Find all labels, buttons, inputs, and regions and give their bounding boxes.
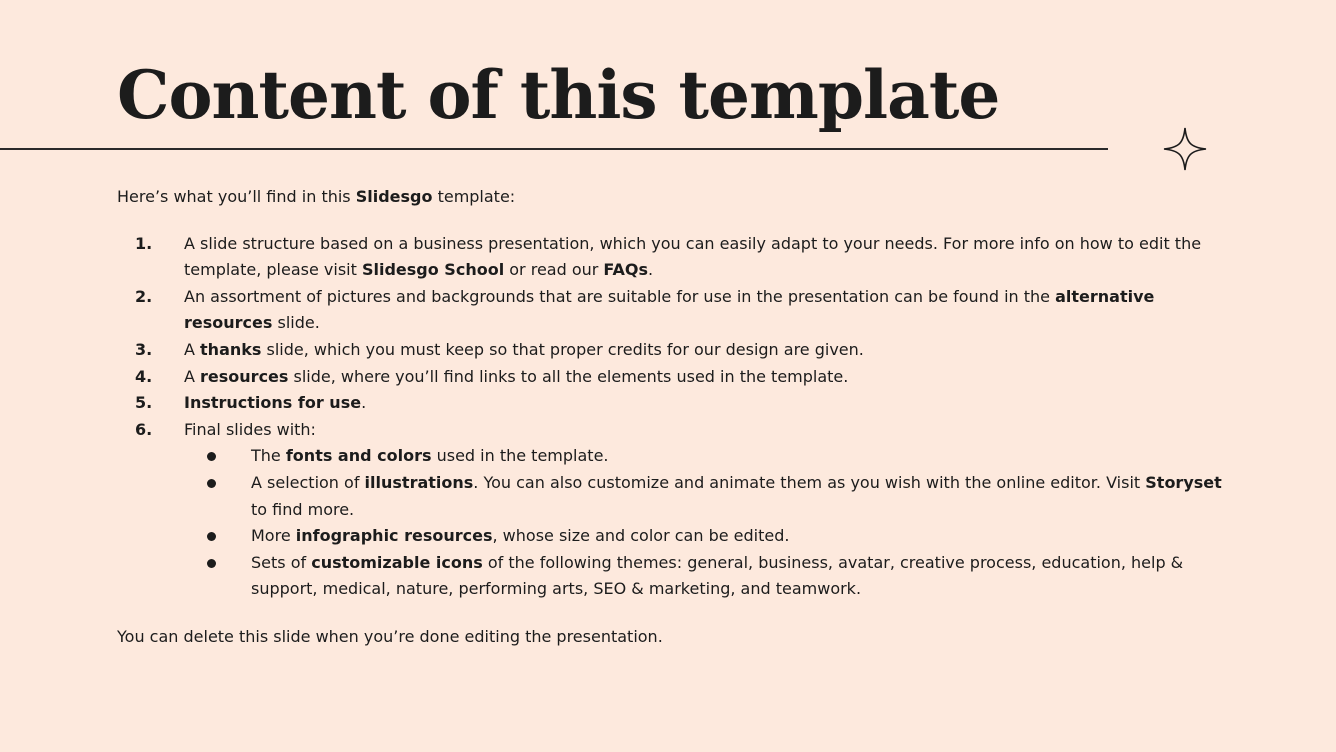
text: of the following themes: general, business, avatar, creative process, education, help & support, medical, nature, performing arts, SEO & marketing, and teamwork. (251, 552, 1184, 599)
text: Sets of (251, 552, 312, 572)
list-item (117, 364, 1227, 391)
item-number: 3. (135, 339, 153, 359)
bold-text: fonts and colors (285, 446, 432, 466)
numbered-list (117, 231, 1227, 603)
text: Here’s what you’ll find in this (117, 187, 356, 206)
bold-text: illustrations (364, 472, 474, 492)
slide-title: Content of this template (117, 56, 1000, 134)
list-item (117, 337, 1227, 364)
text: or read our (504, 260, 604, 280)
text: A slide structure based on a business presentation, which you can easily adapt to your needs. For more info on how to edit the template, please visit (184, 233, 1202, 280)
bullet-list (184, 443, 1227, 603)
item-number: 5. (135, 393, 153, 413)
bold-text: infographic resources (295, 526, 493, 546)
bullet-item (184, 443, 1227, 470)
bold-text: customizable icons (311, 552, 483, 572)
item-number: 4. (135, 366, 153, 386)
four-point-star-icon (1163, 127, 1207, 171)
list-item (117, 231, 1227, 284)
text: The (251, 446, 286, 466)
list-item (117, 390, 1227, 417)
text: . (361, 393, 367, 413)
text: More (251, 526, 296, 546)
text: , whose size and color can be edited. (492, 526, 790, 546)
bold-text: alternative resources (184, 286, 1155, 333)
list-item (117, 417, 1227, 603)
bold-text: FAQs (603, 260, 649, 280)
text: slide, where you’ll find links to all the elements used in the template. (288, 366, 849, 386)
text: . You can also customize and animate them as you wish with the online editor. Visit (473, 472, 1146, 492)
bold-text: Storyset (1145, 472, 1222, 492)
slide-body (117, 184, 1227, 651)
title-divider (0, 148, 1108, 150)
item-number: 2. (135, 286, 153, 306)
bullet-item (184, 550, 1227, 603)
text: A (184, 366, 201, 386)
outro-text: You can delete this slide when you’re done editing the presentation. (117, 626, 663, 646)
bold-text: Slidesgo School (361, 260, 505, 280)
text: used in the template. (431, 446, 609, 466)
bold-text: Slidesgo (355, 187, 433, 206)
intro-text (117, 184, 1227, 211)
text: template: (432, 187, 516, 206)
bullet-item (184, 523, 1227, 550)
list-item (117, 284, 1227, 337)
bold-text: thanks (200, 339, 262, 359)
bold-text: Instructions for use (184, 393, 362, 413)
text: Final slides with: (184, 419, 316, 439)
bullet-item (184, 470, 1227, 523)
text: to find more. (251, 499, 355, 519)
text: A selection of (251, 472, 365, 492)
item-number: 6. (135, 419, 153, 439)
text: A (184, 339, 201, 359)
bold-text: resources (200, 366, 289, 386)
item-number: 1. (135, 233, 153, 253)
text: . (648, 260, 654, 280)
text: slide, which you must keep so that proper credits for our design are given. (261, 339, 864, 359)
text: An assortment of pictures and backgrounds that are suitable for use in the presentation can be found in the (184, 286, 1056, 306)
text: slide. (272, 313, 320, 333)
